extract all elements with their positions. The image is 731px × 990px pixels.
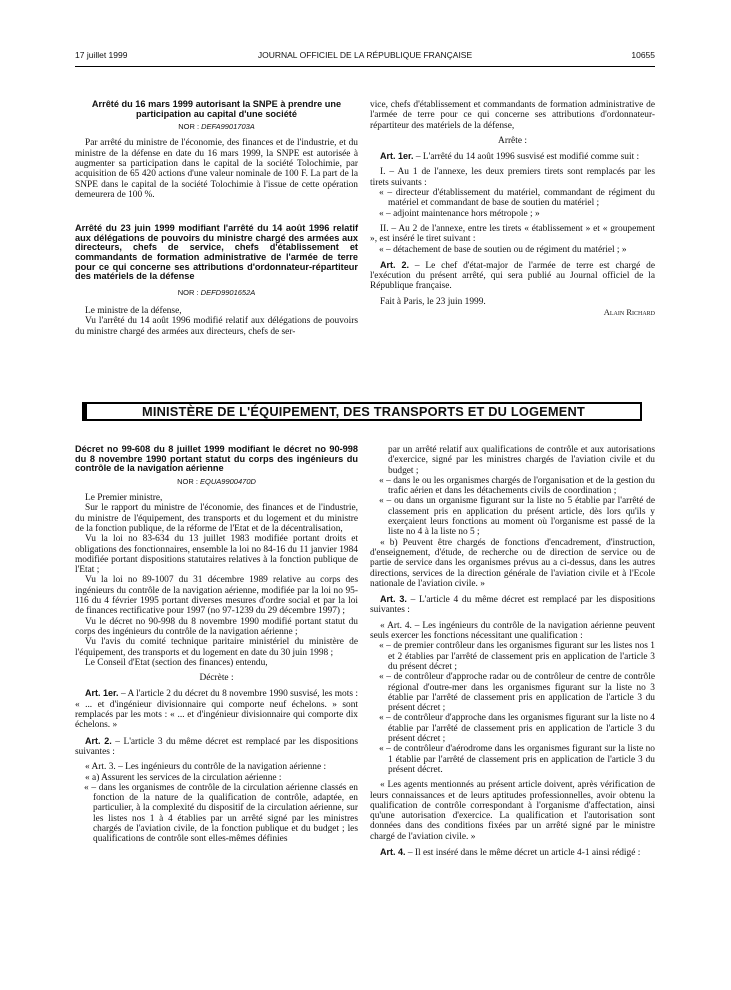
delegation-nor <box>75 288 358 298</box>
article-label: Art. 2. <box>380 259 410 270</box>
article-label: Art. 4. <box>380 846 406 857</box>
page-header <box>75 50 655 64</box>
decret-nor <box>75 477 358 487</box>
nor-code: DEFD9901652A <box>200 287 256 297</box>
delegation-para-vu: Vu l'arrêté du 14 août 1996 modifié relatif aux délégations de pouvoirs du ministre chargé des armées aux directeurs, chefs de ser- <box>75 316 358 337</box>
article-2 <box>75 736 358 758</box>
nor-code: EQUA9900470D <box>200 476 256 486</box>
header-date: 17 juillet 1999 <box>75 50 128 60</box>
signature-name: Alain Richard <box>603 307 655 318</box>
quoted-para-a: « a) Assurent les services de la circulation aérienne : <box>85 772 282 783</box>
dash-item: « – de contrôleur d'aérodrome dans les organismes figurant sur la liste no 1 établie par l'arrêté de classement pris en application de l'article 3 du présent décret. <box>379 744 655 775</box>
nor-label: NOR : <box>178 122 200 132</box>
article-text: – Il est inséré dans le même décret un article 4-1 ainsi rédigé : <box>405 847 641 858</box>
dash-item: « – dans le ou les organismes chargés de l'organisation et de la gestion du trafic aérien et dans les détachements civils de coordination ; <box>379 475 655 497</box>
decret-para: Vu la loi no 89-1007 du 31 décembre 1989 relative au corps des ingénieurs du contrôle de la navigation aérienne, modifiée par la loi no 95-116 du 4 février 1995 portant diverses mesures d'ordre social et par la loi de finances rectificative pour 1997 (no 97-1239 du 29 décembre 1997) ; <box>75 575 358 617</box>
nor-label: NOR : <box>177 287 199 297</box>
point-i: I. – Au 1 de l'annexe, les deux premiers tirets sont remplacés par les tirets suivants : <box>370 167 655 188</box>
dash-item: « – adjoint maintenance hors métropole ; » <box>379 208 540 219</box>
snpe-body: Par arrêté du ministre de l'économie, des finances et de l'industrie, et du ministre de la défense en date du 16 mars 1999, la SNPE est autorisée à augmenter sa participation dans le capital de la société Tolochimie, par acquisition de 65 420 actions d'une valeur nominale de 100 F. La part de la SNPE dans le capital de la société Tolochimie à l'issue de cette opération demeurera de 100 %. <box>75 138 358 200</box>
dash-item: « – détachement de base de soutien ou de régiment du matériel ; » <box>379 244 627 255</box>
article-1 <box>75 688 358 730</box>
quoted-para-b: « b) Peuvent être chargés de fonctions d'encadrement, d'instruction, d'enseignement, d'étude, de recherche ou de direction de service ou de partie de service dans les organismes prévus au a ci-dessus, dans les autres directions, services de la direction générale de l'aviation civile et à l'Ecole nationale de l'aviation civile. » <box>370 537 655 589</box>
decret-para: Le Conseil d'Etat (section des finances) entendu, <box>85 657 268 668</box>
decret-para: Le Premier ministre, <box>85 493 163 504</box>
article-text: – L'article 3 du même décret est remplacé par les dispositions suivantes : <box>75 736 358 757</box>
dash-item: « – de contrôleur d'approche radar ou de contrôleur de centre de contrôle régional d'outre-mer dans les organismes figurant sur la liste no 3 établie par l'arrêté de classement pris en application de l'article 3 du présent décret ; <box>379 672 655 714</box>
decret-para: Vu la loi no 83-634 du 13 juillet 1983 modifiée portant droits et obligations des fonctionnaires, ensemble la loi no 84-16 du 11 janvier 1984 modifiée portant dispositions statutaires relatives à la fonction publique de l'Etat ; <box>75 534 358 576</box>
article-2 <box>370 260 655 292</box>
article-text: – L'arrêté du 14 août 1996 susvisé est modifié comme suit : <box>413 152 640 163</box>
article-text: – Le chef d'état-major de l'armée de terre est chargé de l'exécution du présent arrêté, qui sera publié au Journal officiel de la République française. <box>370 260 655 292</box>
left-column-top <box>75 100 358 337</box>
right-column-bottom <box>370 445 655 858</box>
arrete-heading: Arrête : <box>498 135 527 146</box>
point-ii: II. – Au 2 de l'annexe, entre les tirets « établissement » et « groupement », est inséré le tiret suivant : <box>370 223 655 245</box>
article-label: Art. 1er. <box>85 688 119 699</box>
dash-item-continuation: par un arrêté relatif aux qualifications de contrôle et aux autorisations d'exercice, signé par les ministres chargés de l'aviation civile et du budget ; <box>388 445 655 476</box>
delegation-arrete-title: Arrêté du 23 juin 1999 modifiant l'arrêté du 14 août 1996 relatif aux délégations de pouvoirs du ministre chargé des armées aux directeurs, chefs de service, chefs d'établissement et commandants de formation administrative de l'armée de terre pour ce qui concerne ses attributions d'ordonnateur-répartiteur des matériels de la défense <box>75 223 358 282</box>
delegation-para-minister: Le ministre de la défense, <box>85 306 182 317</box>
ministry-banner: MINISTÈRE DE L'ÉQUIPEMENT, DES TRANSPORTS ET DU LOGEMENT <box>82 402 642 421</box>
right-column-top <box>370 100 655 317</box>
nor-label: NOR : <box>177 476 198 486</box>
decret-para: Vu le décret no 90-998 du 8 novembre 1990 modifié portant statut du corps des ingénieurs du contrôle de la navigation aérienne ; <box>75 616 358 637</box>
nor-code: DEFA9901703A <box>201 122 255 132</box>
header-page-number: 10655 <box>631 50 655 60</box>
dash-item: « – dans les organismes de contrôle de la circulation aérienne classés en fonction de la nature de la qualification de contrôle, adaptée, en particulier, à la complexité du dispositif de la circulation aérienne, sur les listes nos 1 à 4 établies par un arrêté signé par les ministres chargés de l'aviation civile, de la fonction publique et du budget ; les qualifications de contrôle sont elles-mêmes définies <box>84 782 358 845</box>
decrete-heading: Décrète : <box>199 673 234 684</box>
article-label: Art. 1er. <box>380 151 414 162</box>
decret-para: Vu l'avis du comité technique paritaire ministériel du ministère de l'équipement, des transports et du logement en date du 30 juin 1998 ; <box>75 637 358 658</box>
decret-title: Décret no 99-608 du 8 juillet 1999 modifiant le décret no 90-998 du 8 novembre 1990 portant statut du corps des ingénieurs du contrôle de la navigation aérienne <box>75 444 358 474</box>
article-1 <box>370 151 655 162</box>
delegation-continuation: vice, chefs d'établissement et commandants de formation administrative de l'armée de terre pour ce qui concerne ses attributions d'ordonnateur-répartiteur des matériels de la défense, <box>370 100 655 131</box>
dash-item: « – directeur d'établissement du matériel, commandant de régiment du matériel et commandant de base de soutien du matériel ; <box>379 188 655 209</box>
quoted-article-4: « Art. 4. – Les ingénieurs du contrôle de la navigation aérienne peuvent seuls exercer les fonctions nécessitant une qualification : <box>370 620 655 642</box>
article-3 <box>370 594 655 616</box>
dash-item: « – de contrôleur d'approche dans les organismes figurant sur la liste no 4 établie par l'arrêté de classement pris en application de l'article 3 du présent décret ; <box>379 713 655 745</box>
article-4 <box>370 847 655 858</box>
signature-place-date: Fait à Paris, le 23 juin 1999. <box>380 296 486 307</box>
agents-paragraph: « Les agents mentionnés au présent article doivent, après vérification de leurs connaissances et de leurs aptitudes professionnelles, avoir obtenu la qualification de contrôle correspondant à l'organisme d'affectation, ainsi qu'une autorisation d'exercice. La qualification et l'autorisation sont données dans des conditions fixées par un arrêté signé par le ministre chargé de l'aviation civile. » <box>370 780 655 842</box>
article-text: – L'article 4 du même décret est remplacé par les dispositions suivantes : <box>370 595 655 616</box>
article-label: Art. 2. <box>85 735 112 746</box>
dash-item: « – ou dans un organisme figurant sur la liste no 5 établie par l'arrêté de classement pris en application du présent article, dès lors qu'ils y exerçaient leurs fonctions au moment où l'organisme est passé de la liste no 4 à la liste no 5 ; <box>379 496 655 538</box>
header-rule <box>75 66 655 67</box>
article-text: – A l'article 2 du décret du 8 novembre 1990 susvisé, les mots : « ... et d'ingénieur divisionnaire qui comporte neuf échelons. » sont remplacés par les mots : « ... et d'ingénieur divisionnaire qui comporte dix échelons. » <box>75 689 358 731</box>
article-label: Art. 3. <box>380 594 407 605</box>
quoted-article-3: « Art. 3. – Les ingénieurs du contrôle de la navigation aérienne : <box>85 762 327 773</box>
snpe-nor <box>75 122 358 132</box>
snpe-arrete-title: Arrêté du 16 mars 1999 autorisant la SNPE à prendre une participation au capital d'une société <box>91 99 342 119</box>
dash-item: « – de premier contrôleur dans les organismes figurant sur les listes nos 1 et 2 établies par l'arrêté de classement pris en application de l'article 3 du présent décret ; <box>379 641 655 672</box>
decret-para: Sur le rapport du ministre de l'économie, des finances et de l'industrie, du ministre de l'équipement, des transports et du logement et du ministre de la fonction publique, de la réforme de l'Etat et de la décentralisation, <box>75 503 358 534</box>
header-journal-title: JOURNAL OFFICIEL DE LA RÉPUBLIQUE FRANÇAISE <box>257 50 473 60</box>
left-column-bottom <box>75 445 358 845</box>
